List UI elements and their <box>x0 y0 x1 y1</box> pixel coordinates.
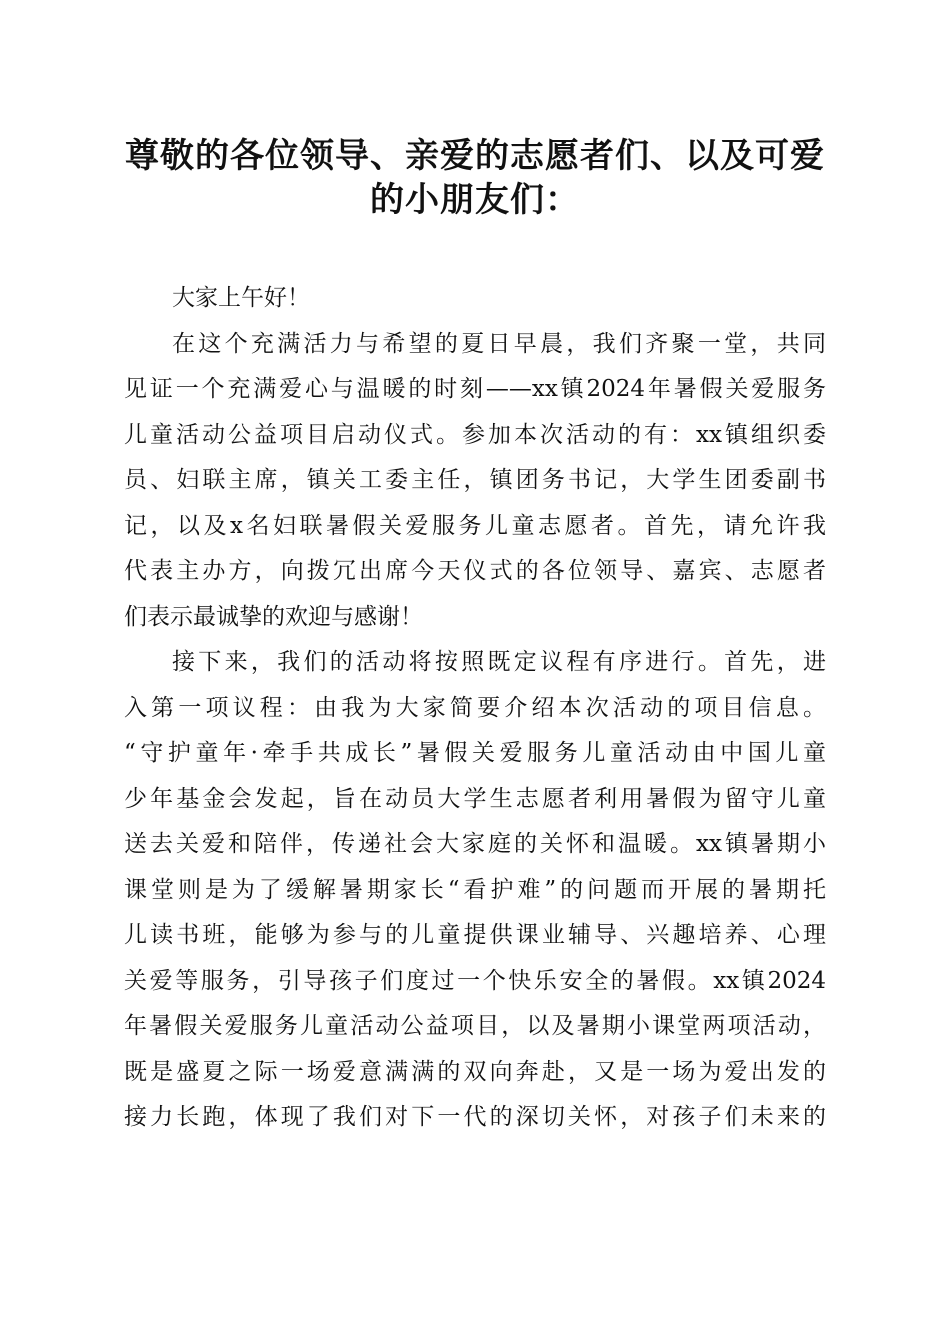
title-line-1: 尊敬的各位领导、亲爱的志愿者们、以及可爱 <box>125 136 825 176</box>
text-line: 大家上午好！ <box>172 285 310 311</box>
document-title <box>100 134 850 222</box>
text-line: 们表示最诚挚的欢迎与感谢！ <box>124 603 423 630</box>
text-line: “守护童年·牵手共成长”暑假关爱服务儿童活动由中国儿童 <box>124 740 826 766</box>
title-line-2: 的小朋友们： <box>370 180 580 220</box>
text-line: 年暑假关爱服务儿童活动公益项目，以及暑期小课堂两项活动， <box>124 1013 826 1039</box>
text-line: 少年基金会发起，旨在动员大学生志愿者利用暑假为留守儿童 <box>124 785 826 812</box>
text-line: 儿读书班，能够为参与的儿童提供课业辅导、兴趣培养、心理 <box>124 922 826 948</box>
text-line: 关爱等服务，引导孩子们度过一个快乐安全的暑假。xx镇2024 <box>124 967 826 994</box>
document-body <box>124 276 826 1141</box>
text-line: 代表主办方，向拨冗出席今天仪式的各位领导、嘉宾、志愿者 <box>124 558 826 584</box>
text-line: 接下来，我们的活动将按照既定议程有序进行。首先，进 <box>172 649 826 675</box>
text-line: 见证一个充满爱心与温暖的时刻——xx镇2024年暑假关爱服务 <box>124 376 826 402</box>
text-line: 在这个充满活力与希望的夏日早晨，我们齐聚一堂，共同 <box>172 330 826 357</box>
text-line: 既是盛夏之际一场爱意满满的双向奔赴，又是一场为爱出发的 <box>124 1058 826 1085</box>
text-line: 记，以及x名妇联暑假关爱服务儿童志愿者。首先，请允许我 <box>124 512 826 539</box>
text-line: 员、妇联主席，镇关工委主任，镇团务书记，大学生团委副书 <box>124 467 826 493</box>
text-line: 接力长跑，体现了我们对下一代的深切关怀，对孩子们未来的 <box>124 1104 826 1130</box>
paragraph-greeting <box>124 276 826 322</box>
text-line: 入第一项议程：由我为大家简要介绍本次活动的项目信息。 <box>124 694 826 721</box>
text-line: 课堂则是为了缓解暑期家长“看护难”的问题而开展的暑期托 <box>124 876 826 903</box>
text-line: 送去关爱和陪伴，传递社会大家庭的关怀和温暖。xx镇暑期小 <box>124 831 826 857</box>
paragraph-agenda <box>124 640 826 1141</box>
text-line: 儿童活动公益项目启动仪式。参加本次活动的有：xx镇组织委 <box>124 421 826 448</box>
paragraph-opening <box>124 322 826 641</box>
